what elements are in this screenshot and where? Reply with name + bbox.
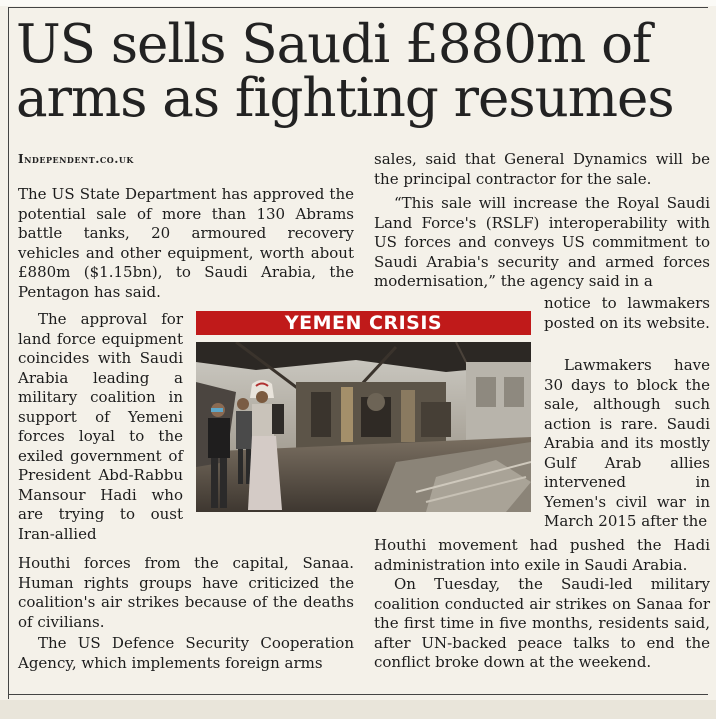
page-top-margin [0, 0, 716, 6]
col1-paragraph-2-continued: Houthi forces from the capital, Sanaa. Human rights groups have criticized the coalition's air strikes because of the deaths of civilians. [18, 554, 354, 631]
col2-paragraph-1: sales, said that General Dynamics will be the principal contractor for the sale. [374, 150, 710, 188]
headline: US sells Saudi £880m of arms as fighting resumes [16, 14, 674, 129]
page-bottom-margin [0, 700, 716, 719]
article-photo [196, 342, 531, 512]
col2-paragraph-3: Lawmakers have 30 days to block the sale, although such action is rare. Saudi Arabia and its mostly Gulf Arab allies intervened in Yemen's civil war in March 2015 after the [544, 356, 710, 530]
col2-paragraph-2-continued: notice to lawmakers posted on its website. [544, 294, 710, 332]
col1-paragraph-3: The US Defence Security Cooperation Agency, which implements foreign arms [18, 634, 354, 672]
top-rule [8, 7, 708, 8]
col2-paragraph-4: On Tuesday, the Saudi-led military coalition conducted air strikes on Sanaa for the first time in five months, residents said, after UN-backed peace talks to end the conflict broke down at the weekend. [374, 575, 710, 671]
col1-paragraph-1: The US State Department has approved the potential sale of more than 130 Abrams battle tanks, 20 armoured recovery vehicles and other equipment, worth about £880m ($1.15bn), to Saudi Arabia, the Pentagon has said. [18, 185, 354, 301]
col2-paragraph-2: “This sale will increase the Royal Saudi Land Force's (RSLF) interoperability with US forces and conveys US commitment to Saudi Arabia's security and armed forces modernisation,” the agency said in a [374, 194, 710, 290]
col1-paragraph-2: The approval for land force equipment coincides with Saudi Arabia leading a military coalition in support of Yemeni forces loyal to the exiled government of President Abd-Rabbu Mansour Hadi who are trying to oust Iran-allied [18, 310, 183, 543]
byline: Independent.co.uk [18, 152, 134, 166]
col2-paragraph-3-continued: Houthi movement had pushed the Hadi administration into exile in Saudi Arabia. [374, 536, 710, 574]
yemen-crisis-badge: YEMEN CRISIS [196, 311, 531, 335]
left-rule [8, 7, 9, 699]
bottom-rule [8, 694, 708, 695]
bombed-factory-image [196, 342, 531, 512]
